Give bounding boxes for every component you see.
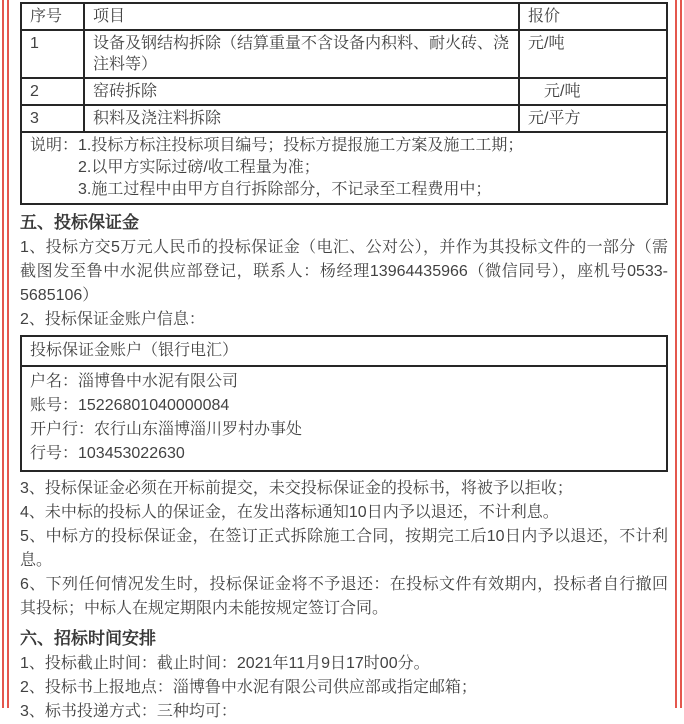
note-line: 2.以甲方实际过磅/收工程量为准； — [78, 159, 320, 176]
column-header-item: 项目 — [84, 3, 519, 30]
row-seq: 1 — [21, 30, 84, 78]
account-table-body — [22, 367, 666, 470]
row-seq: 2 — [21, 78, 84, 105]
row-item: 设备及钢结构拆除（结算重量不含设备内积料、耐火砖、浇注料等） — [84, 30, 519, 78]
row-price: 元/平方 — [519, 105, 667, 132]
page-border-right-outer — [680, 0, 682, 708]
column-header-seq: 序号 — [21, 3, 84, 30]
note-line: 1.投标方标注投标项目编号；投标方提报施工方案及施工工期； — [78, 137, 524, 154]
section6-heading: 六、招标时间安排 — [20, 629, 156, 648]
note-row — [21, 132, 667, 204]
row-item: 窑砖拆除 — [84, 78, 519, 105]
section5-item-2: 2、投标保证金账户信息： — [20, 311, 205, 328]
row-price: 元/吨 — [519, 30, 667, 78]
note-lines — [78, 135, 658, 201]
table-row — [21, 78, 667, 105]
column-header-price: 报价 — [519, 3, 667, 30]
section5-items — [20, 477, 668, 621]
page-border-left-inner — [7, 0, 9, 708]
page-border-left-outer — [2, 0, 4, 708]
section6-item-2: 2、投标书上报地点：淄博鲁中水泥有限公司供应部或指定邮箱； — [20, 679, 477, 696]
quote-table — [20, 2, 668, 205]
account-bank-line: 开户行：农行山东淄博淄川罗村办事处 — [30, 421, 303, 438]
section5-item-6: 6、下列任何情况发生时，投标保证金将不予退还：在投标文件有效期内，投标者自行撤回其投标；中标人在规定期限内未能按规定签订合同。 — [20, 576, 668, 617]
note-line: 3.施工过程中由甲方自行拆除部分，不记录至工程费用中； — [78, 181, 492, 198]
quote-table-header-row — [21, 3, 667, 30]
account-number-line: 账号：15226801040000084 — [30, 397, 230, 414]
account-holder-line: 户名：淄博鲁中水泥有限公司 — [30, 373, 239, 390]
row-seq: 3 — [21, 105, 84, 132]
note-label: 说明： — [30, 137, 79, 154]
section5-item-5: 5、中标方的投标保证金，在签订正式拆除施工合同，按期完工后10日内予以退还，不计利息。 — [20, 528, 668, 569]
section5-heading: 五、投标保证金 — [20, 213, 139, 232]
deposit-account-table — [20, 335, 668, 472]
account-table-header: 投标保证金账户（银行电汇） — [22, 337, 666, 367]
table-row — [21, 30, 667, 78]
section6-item-3: 3、标书投递方式：三种均可： — [20, 703, 237, 720]
section5-item-4: 4、未中标的投标人的保证金，在发出落标通知10日内予以退还，不计利息。 — [20, 504, 559, 521]
page-border-right-inner — [675, 0, 677, 708]
row-item: 积料及浇注料拆除 — [84, 105, 519, 132]
row-price: 元/吨 — [519, 78, 667, 105]
table-row — [21, 105, 667, 132]
section5-item-1: 1、投标方交5万元人民币的投标保证金（电汇、公对公），并作为其投标文件的一部分（需截图发至鲁中水泥供应部登记，联系人：杨经理13964435966（微信同号），座机号0533-5685106） — [20, 239, 668, 304]
section6-item-1: 1、投标截止时间：截止时间：2021年11月9日17时00分。 — [20, 655, 430, 672]
bank-code-line: 行号：103453022630 — [30, 445, 185, 462]
note-cell — [21, 132, 667, 204]
section5-item-3: 3、投标保证金必须在开标前提交，未交投标保证金的投标书，将被予以拒收； — [20, 480, 573, 497]
